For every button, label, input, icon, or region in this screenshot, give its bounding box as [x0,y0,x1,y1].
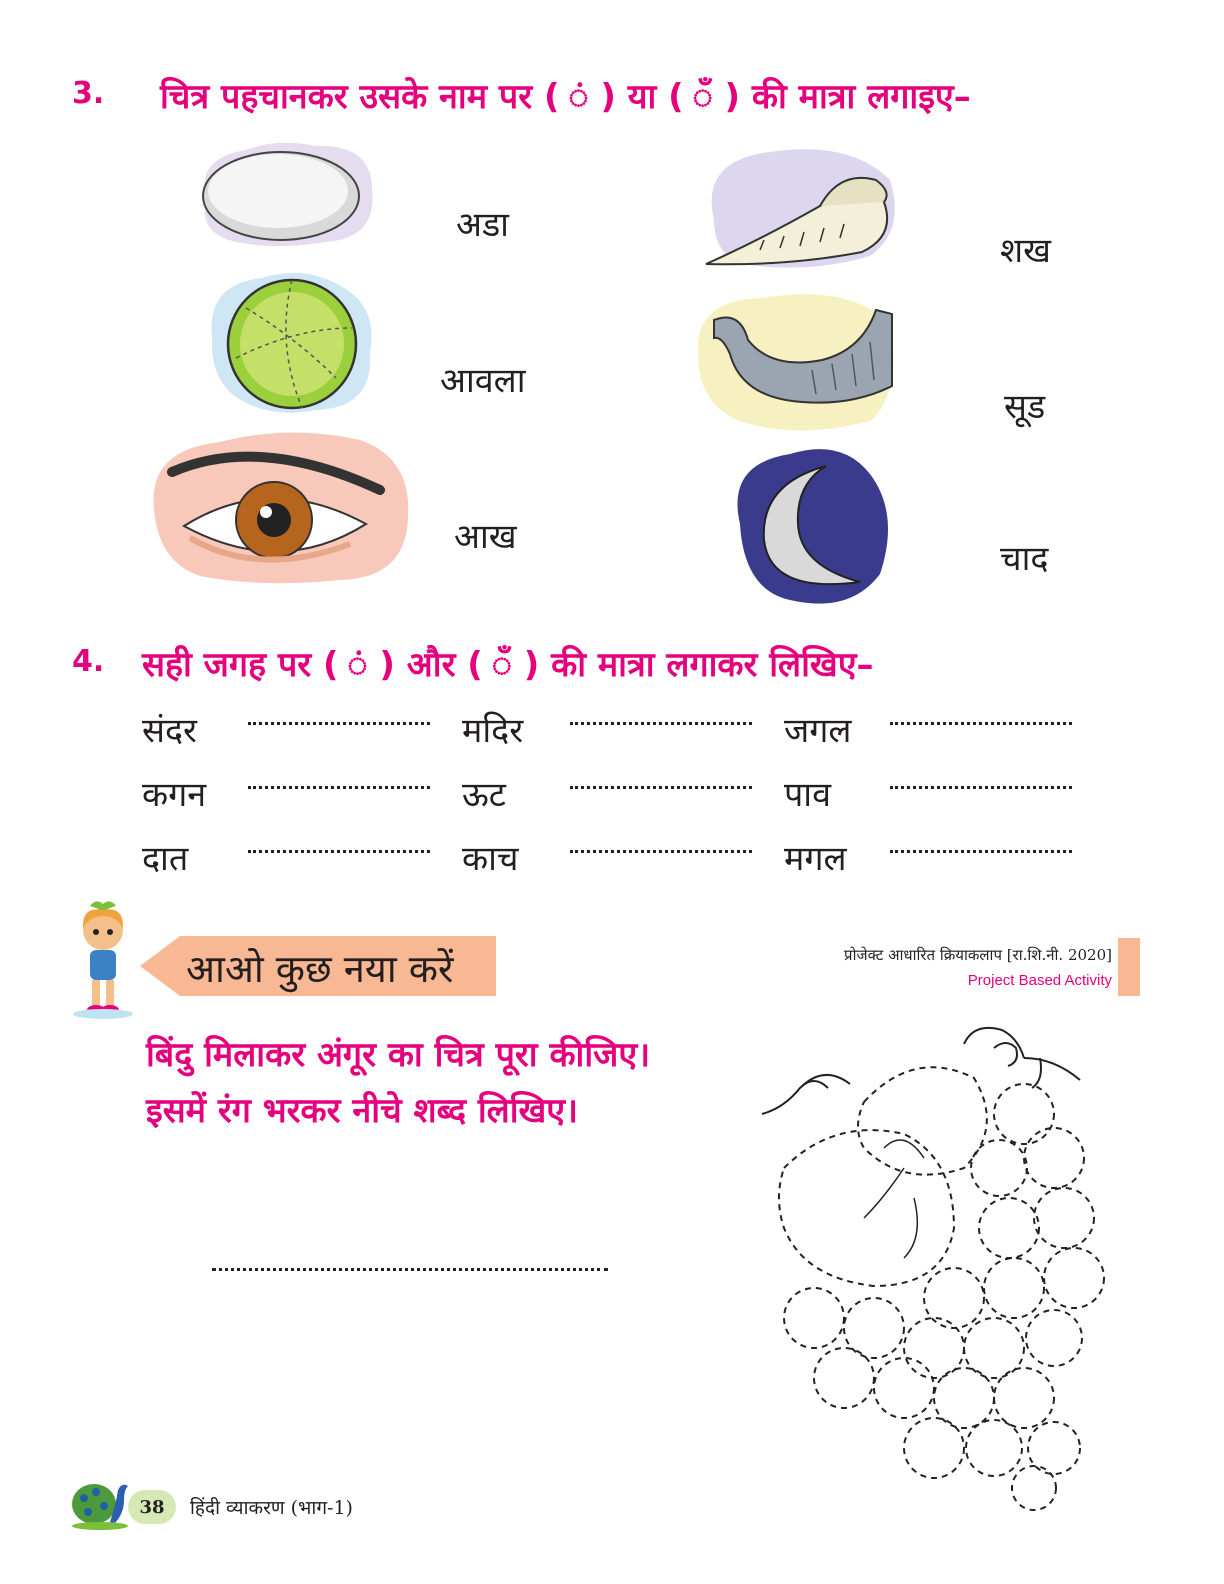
answer-line[interactable] [248,722,430,725]
q4-instruction: सही जगह पर ( ं ) और ( ँ ) की मात्रा लगाकर लिखिए– [142,645,874,685]
answer-line[interactable] [890,850,1072,853]
activity-banner-text: आओ कुछ नया करें [186,947,454,991]
answer-line[interactable] [248,850,430,853]
elephant-trunk-icon [692,290,902,436]
conch-icon [700,140,900,272]
activity-answer-line[interactable] [212,1268,608,1271]
answer-line[interactable] [570,722,752,725]
word-conch: शख [1000,231,1051,271]
eye-icon [150,428,412,588]
activity-line-1: बिंदु मिलाकर अंगूर का चित्र पूरा कीजिए। [146,1035,651,1075]
word-eye: आख [454,517,517,557]
activity-line-2: इसमें रंग भरकर नीचे शब्द लिखिए। [146,1091,578,1131]
activity-tag-hindi: प्रोजेक्ट आधारित क्रियाकलाप [रा.शि.नी. 2020] [844,946,1112,964]
peacock-icon [70,1474,134,1530]
moon-icon [730,444,890,608]
book-title: हिंदी व्याकरण (भाग-1) [190,1497,353,1519]
q4-number: 4. [72,644,105,679]
amla-icon [206,268,378,416]
answer-line[interactable] [570,850,752,853]
activity-tag-bar [1118,938,1140,996]
word-daant: दात [142,839,189,879]
girl-mascot-icon [70,900,136,1020]
word-kangan: कगन [142,775,207,815]
word-amla: आवला [440,361,526,401]
word-jangal: जगल [784,711,852,751]
answer-line[interactable] [890,786,1072,789]
egg-icon [196,138,378,250]
activity-tag-english: Project Based Activity [967,972,1112,989]
word-mangal: मगल [784,839,847,879]
word-trunk: सूड [1004,387,1046,427]
word-kaanch: काच [462,839,519,879]
word-oont: ऊट [462,775,506,815]
answer-line[interactable] [570,786,752,789]
grapes-dot-to-dot-icon[interactable] [754,1018,1114,1518]
page-number: 38 [128,1490,176,1524]
answer-line[interactable] [248,786,430,789]
answer-line[interactable] [890,722,1072,725]
word-mandir: मदिर [462,711,524,751]
q3-instruction: चित्र पहचानकर उसके नाम पर ( ं ) या ( ँ ) की मात्रा लगाइए– [160,77,971,117]
word-paanv: पाव [784,775,832,815]
word-egg: अडा [456,205,509,245]
word-sundar: संदर [142,711,197,751]
q3-number: 3. [72,76,105,111]
word-moon: चाद [1000,539,1049,579]
